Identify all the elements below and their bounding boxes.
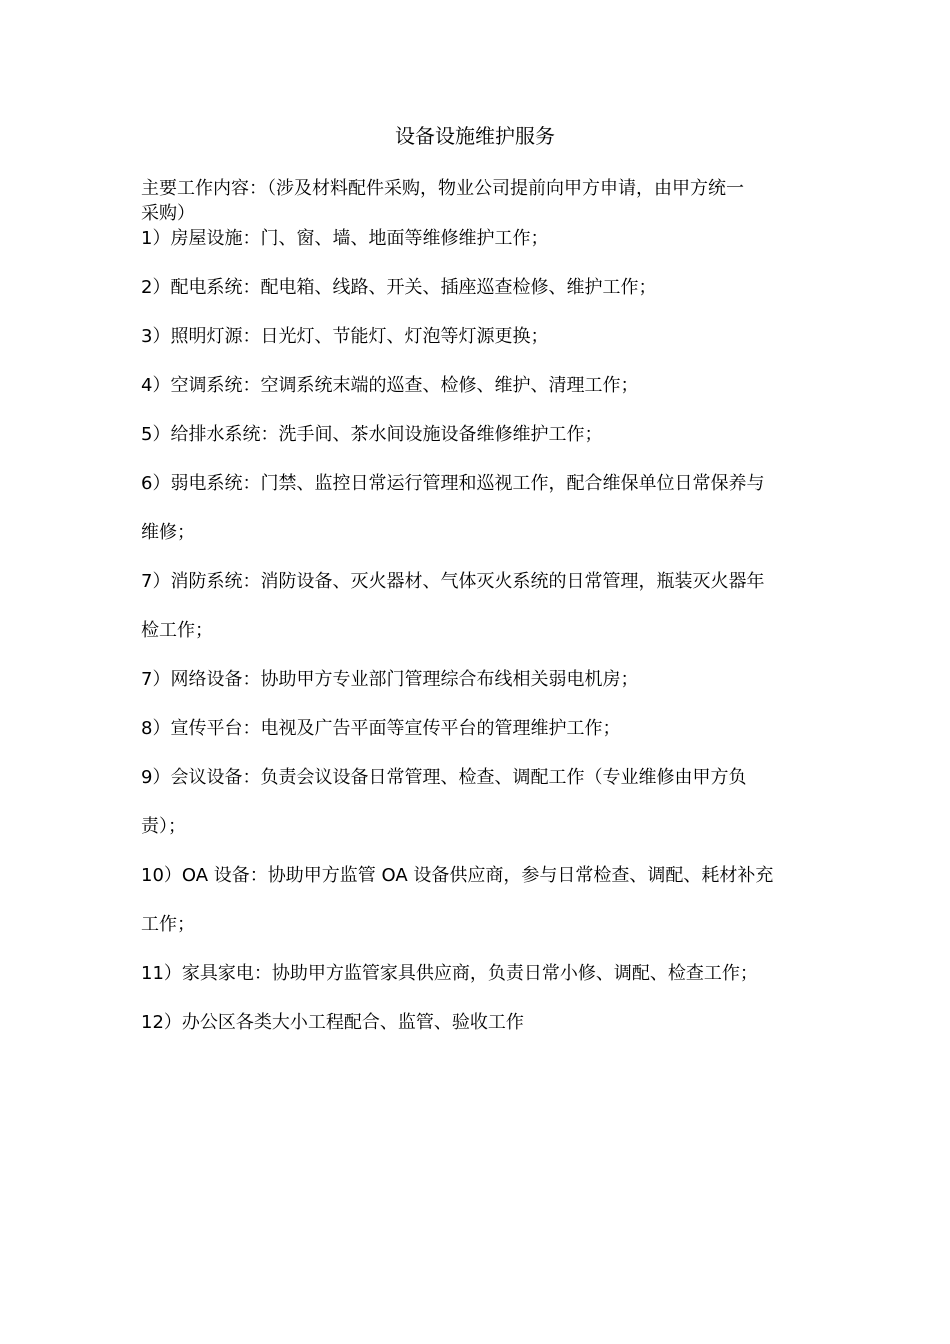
list-item: 4）空调系统：空调系统末端的巡查、检修、维护、清理工作； — [141, 375, 639, 396]
list-item: 7）消防系统：消防设备、灭火器材、气体灭火系统的日常管理，瓶装灭火器年 — [141, 571, 765, 592]
list-item: 11）家具家电：协助甲方监管家具供应商，负责日常小修、调配、检查工作； — [141, 963, 758, 984]
list-item: 7）网络设备：协助甲方专业部门管理综合布线相关弱电机房； — [141, 669, 639, 690]
list-item: 维修； — [141, 522, 195, 543]
list-item: 3）照明灯源：日光灯、节能灯、灯泡等灯源更换； — [141, 326, 549, 347]
list-item: 5）给排水系统：洗手间、茶水间设施设备维修维护工作； — [141, 424, 603, 445]
list-item: 12）办公区各类大小工程配合、监管、验收工作 — [141, 1012, 524, 1033]
list-item: 1）房屋设施：门、窗、墙、地面等维修维护工作； — [141, 228, 549, 249]
list-item: 检工作； — [141, 620, 213, 641]
list-item: 8）宣传平台：电视及广告平面等宣传平台的管理维护工作； — [141, 718, 621, 739]
intro-paragraph — [141, 176, 821, 226]
list-item: 2）配电系统：配电箱、线路、开关、插座巡查检修、维护工作； — [141, 277, 657, 298]
list-item: 9）会议设备：负责会议设备日常管理、检查、调配工作（专业维修由甲方负 — [141, 767, 747, 788]
document-title: 设备设施维护服务 — [395, 124, 555, 148]
list-item: 6）弱电系统：门禁、监控日常运行管理和巡视工作，配合维保单位日常保养与 — [141, 473, 765, 494]
list-item: 10）OA 设备：协助甲方监管 OA 设备供应商，参与日常检查、调配、耗材补充 — [141, 865, 774, 886]
list-item: 责）； — [141, 816, 186, 837]
list-item: 工作； — [141, 914, 195, 935]
intro-line-2: 采购） — [141, 203, 195, 224]
intro-line-1: 主要工作内容：（涉及材料配件采购，物业公司提前向甲方申请，由甲方统一 — [141, 178, 744, 199]
